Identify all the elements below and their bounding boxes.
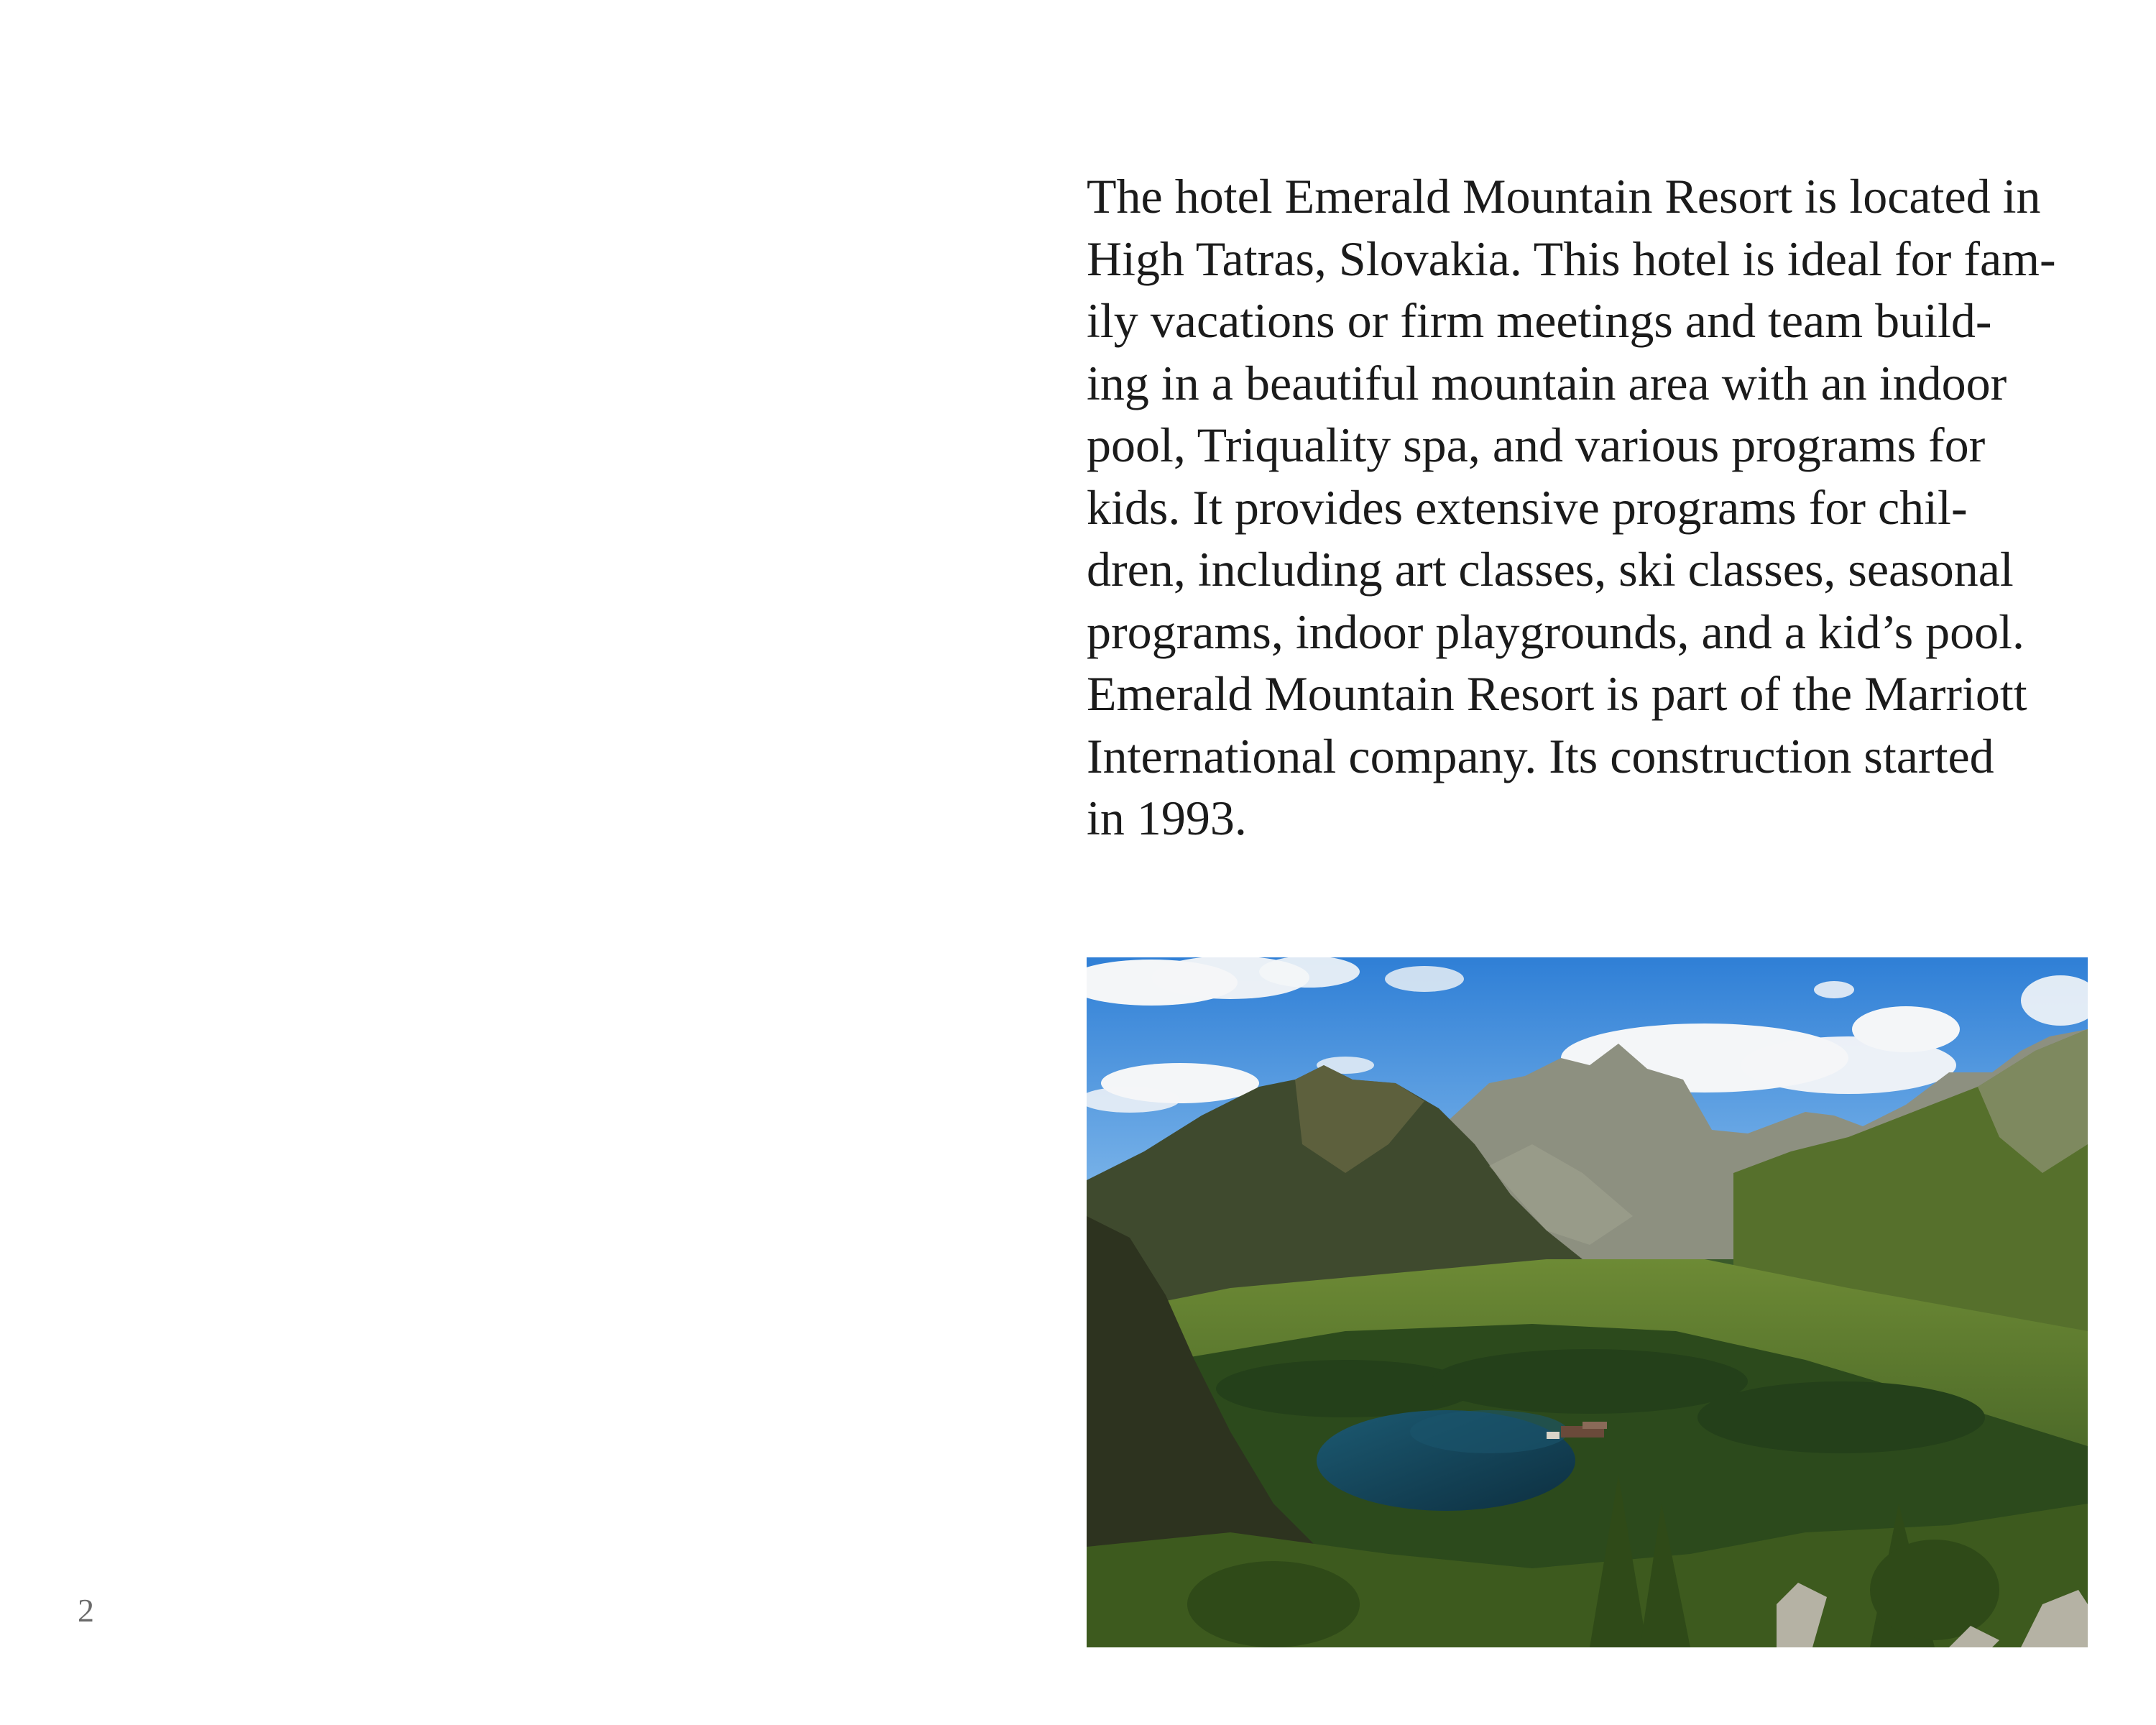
paragraph-line: ing in a beautiful mountain area with an indoor (1087, 355, 2007, 410)
paragraph-line: High Tatras, Slovakia. This hotel is ideal for fam- (1087, 231, 2056, 286)
paragraph-line: dren, including art classes, ski classes, seasonal (1087, 542, 2014, 597)
paragraph-line: in 1993. (1087, 791, 1247, 845)
paragraph-line: Emerald Mountain Resort is part of the Marriott (1087, 666, 2027, 721)
paragraph-line: kids. It provides extensive programs for chil- (1087, 479, 1968, 535)
paragraph-line: pool, Triquality spa, and various programs for (1087, 418, 1986, 472)
mountain-lake-photo (1087, 957, 2088, 1647)
paragraph-line: The hotel Emerald Mountain Resort is located in (1087, 169, 2041, 224)
page-number: 2 (78, 1592, 94, 1629)
paragraph-line: International company. Its construction started (1087, 728, 1994, 783)
paragraph-line: programs, indoor playgrounds, and a kid’s pool. (1087, 604, 2025, 659)
body-paragraph (1087, 165, 2107, 850)
paragraph-line: ily vacations or firm meetings and team build- (1087, 293, 1992, 348)
